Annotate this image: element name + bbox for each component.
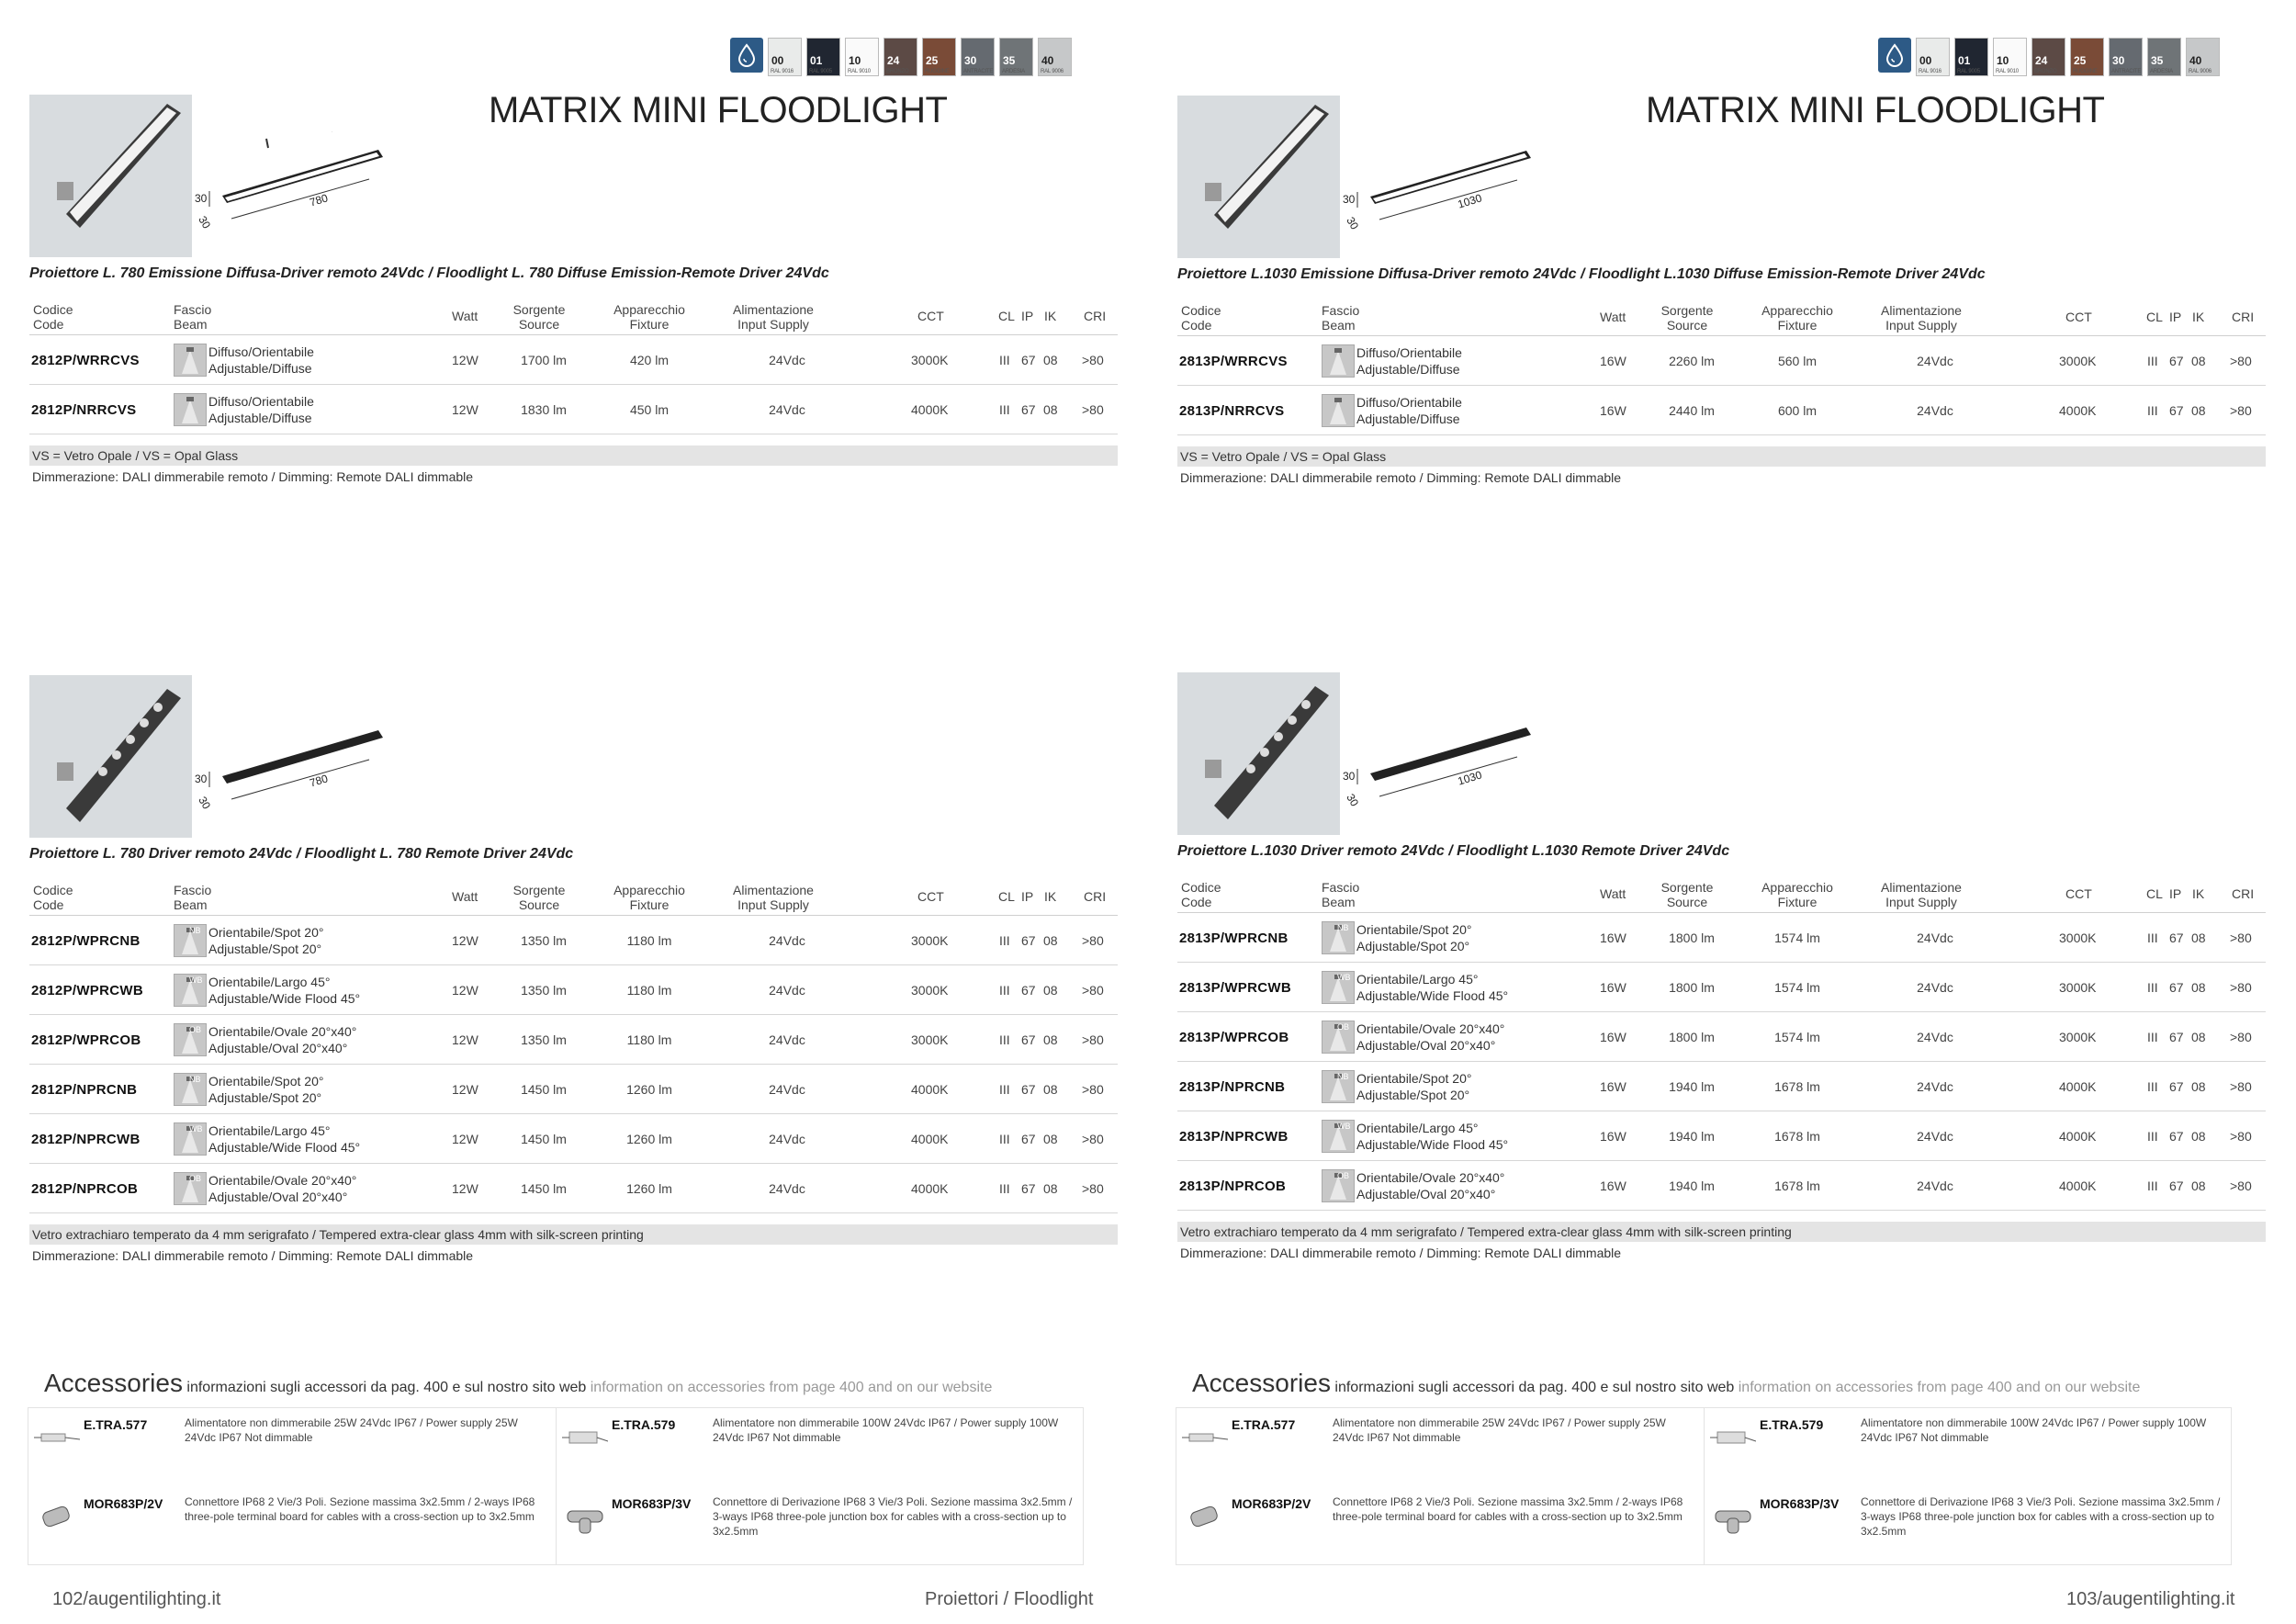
input-supply-cell: 24Vdc	[769, 1082, 805, 1097]
source-lumen-cell: 1450 lm	[521, 1132, 567, 1146]
beam-icon: WB	[174, 1122, 207, 1156]
power-supply-icon	[562, 1419, 608, 1456]
beam-icon	[1322, 394, 1355, 427]
cl-cell: III	[2147, 354, 2158, 368]
section-heading: Proiettore L.1030 Driver remoto 24Vdc / Floodlight L.1030 Remote Driver 24Vdc	[1177, 843, 1730, 859]
ik-cell: 08	[1043, 1132, 1058, 1146]
watt-cell: 16W	[1600, 1179, 1626, 1193]
watt-cell: 12W	[452, 983, 478, 998]
ip-cell: 67	[2169, 930, 2184, 945]
beam-icon: NB	[174, 1073, 207, 1106]
dim-length: 780	[308, 191, 330, 209]
product-photo	[29, 95, 192, 257]
source-lumen-cell: 1350 lm	[521, 983, 567, 998]
input-supply-cell: 24Vdc	[1917, 930, 1953, 945]
watt-cell: 16W	[1600, 930, 1626, 945]
beam-icon: OB	[174, 1023, 207, 1056]
cri-cell: >80	[2230, 1030, 2252, 1044]
ik-cell: 08	[2191, 980, 2206, 995]
ip-cell: 67	[2169, 354, 2184, 368]
ip-cell: 67	[1021, 983, 1036, 998]
table-row	[29, 335, 1118, 385]
cct-cell: 3000K	[2059, 354, 2097, 368]
cl-cell: III	[2147, 1030, 2158, 1044]
input-supply-cell: 24Vdc	[1917, 1129, 1953, 1144]
table-row	[29, 1065, 1118, 1114]
cri-cell: >80	[2230, 930, 2252, 945]
input-supply-cell: 24Vdc	[1917, 980, 1953, 995]
dim-width: 30	[1344, 214, 1362, 232]
accessories-box	[28, 1407, 1084, 1565]
fixture-lumen-cell: 560 lm	[1777, 354, 1818, 368]
color-swatches	[1878, 38, 2220, 76]
cri-cell: >80	[1082, 1181, 1104, 1196]
watt-cell: 16W	[1600, 1129, 1626, 1144]
water-drop-icon	[730, 38, 763, 73]
beam-cell: NB Orientabile/Spot 20° Adjustable/Spot 20°	[174, 916, 323, 965]
junction-box-icon	[1710, 1498, 1756, 1535]
beam-icon: WB	[1322, 971, 1355, 1004]
connector-icon	[34, 1498, 80, 1535]
cct-cell: 4000K	[2059, 1129, 2097, 1144]
watt-cell: 16W	[1600, 980, 1626, 995]
ip-cell: 67	[1021, 402, 1036, 417]
swatch-25: 25 RUGGINE	[922, 38, 956, 76]
source-lumen-cell: 1700 lm	[521, 353, 567, 367]
table-row	[29, 1114, 1118, 1164]
section-heading: Proiettore L.1030 Emissione Diffusa-Driver remoto 24Vdc / Floodlight L.1030 Diffuse Emission-Remote Driver 24Vdc	[1177, 266, 1986, 282]
input-supply-cell: 24Vdc	[1917, 1079, 1953, 1094]
table-row	[1177, 913, 2266, 963]
dim-length: 1030	[1456, 768, 1484, 788]
ik-cell: 08	[1043, 1082, 1058, 1097]
cct-cell: 4000K	[911, 1181, 949, 1196]
cct-cell: 3000K	[2059, 1030, 2097, 1044]
fixture-lumen-cell: 1574 lm	[1774, 980, 1820, 995]
power-supply-icon	[34, 1419, 80, 1456]
cri-cell: >80	[2230, 403, 2252, 418]
table-row	[1177, 1161, 2266, 1211]
watt-cell: 12W	[452, 353, 478, 367]
source-lumen-cell: 1940 lm	[1669, 1179, 1715, 1193]
accessories-box	[1176, 1407, 2232, 1565]
dim-height: 30	[195, 192, 208, 205]
cct-cell: 4000K	[911, 1082, 949, 1097]
fixture-lumen-cell: 1678 lm	[1774, 1129, 1820, 1144]
product-code: 2812P/NPRCOB	[31, 1180, 139, 1197]
dimming-note: Dimmerazione: DALI dimmerabile remoto / Dimming: Remote DALI dimmable	[1180, 470, 1622, 485]
beam-icon: NB	[1322, 1070, 1355, 1103]
cl-cell: III	[2147, 403, 2158, 418]
accessory-item: MOR683P/2V Connettore IP68 2 Vie/3 Poli. Sezione massima 3x2.5mm / 2-ways IP68 three-pole terminal board for cables with a cross-section up to 3x2.5mm	[28, 1487, 556, 1565]
cl-cell: III	[999, 1082, 1010, 1097]
fixture-lumen-cell: 1678 lm	[1774, 1079, 1820, 1094]
product-code: 2813P/WPRCNB	[1179, 930, 1289, 946]
watt-cell: 12W	[452, 1181, 478, 1196]
dim-height: 30	[1343, 193, 1356, 206]
watt-cell: 12W	[452, 1082, 478, 1097]
cl-cell: III	[999, 933, 1010, 948]
fixture-lumen-cell: 1180 lm	[626, 1032, 672, 1047]
beam-cell: OB Orientabile/Ovale 20°x40° Adjustable/Oval 20°x40°	[174, 1015, 356, 1065]
beam-cell: NB Orientabile/Spot 20° Adjustable/Spot 20°	[1322, 913, 1471, 963]
product-photo	[1177, 672, 1340, 835]
watt-cell: 12W	[452, 1132, 478, 1146]
beam-cell: OB Orientabile/Ovale 20°x40° Adjustable/Oval 20°x40°	[1322, 1012, 1504, 1062]
cl-cell: III	[2147, 980, 2158, 995]
beam-cell: Diffuso/Orientabile Adjustable/Diffuse	[174, 385, 314, 434]
input-supply-cell: 24Vdc	[769, 983, 805, 998]
source-lumen-cell: 1350 lm	[521, 1032, 567, 1047]
ik-cell: 08	[1043, 983, 1058, 998]
cri-cell: >80	[1082, 353, 1104, 367]
source-lumen-cell: 1800 lm	[1669, 980, 1715, 995]
swatch-25: 25 RUGGINE	[2070, 38, 2104, 76]
glass-note: VS = Vetro Opale / VS = Opal Glass	[1177, 446, 2266, 467]
swatch-40: 40 RAL 9006	[1038, 38, 1072, 76]
product-code: 2813P/WRRCVS	[1179, 353, 1288, 369]
ik-cell: 08	[2191, 403, 2206, 418]
table-row	[29, 965, 1118, 1015]
beam-cell: NB Orientabile/Spot 20° Adjustable/Spot 20°	[174, 1065, 323, 1114]
color-swatches	[730, 38, 1072, 76]
watt-cell: 12W	[452, 402, 478, 417]
cl-cell: III	[2147, 1079, 2158, 1094]
product-photo	[29, 675, 192, 838]
beam-icon: OB	[1322, 1169, 1355, 1202]
table-header: Codice Code Fascio Beam Watt Sorgente Source Apparecchio Fixture Alimentazione Input Supply CCT CL IP IK CRI	[1177, 296, 2266, 336]
cri-cell: >80	[2230, 1129, 2252, 1144]
swatch-24: 24 BRONZO	[2032, 38, 2065, 76]
water-drop-icon	[1878, 38, 1911, 73]
product-code: 2812P/WPRCWB	[31, 982, 143, 998]
ip-cell: 67	[2169, 980, 2184, 995]
cl-cell: III	[999, 402, 1010, 417]
dimming-note: Dimmerazione: DALI dimmerabile remoto / Dimming: Remote DALI dimmable	[32, 469, 474, 484]
ik-cell: 08	[2191, 1079, 2206, 1094]
swatch-01: 01 RAL 9005	[1954, 38, 1988, 76]
section-footer: Proiettori / Floodlight	[925, 1589, 1094, 1609]
fixture-lumen-cell: 420 lm	[629, 353, 670, 367]
cct-cell: 4000K	[2059, 403, 2097, 418]
watt-cell: 16W	[1600, 1079, 1626, 1094]
product-photo	[1177, 96, 1340, 258]
input-supply-cell: 24Vdc	[1917, 403, 1953, 418]
fixture-lumen-cell: 1260 lm	[626, 1082, 672, 1097]
accessory-item: E.TRA.579 Alimentatore non dimmerabile 100W 24Vdc IP67 / Power supply 100W 24Vdc IP67 Not dimmable	[1705, 1408, 2232, 1486]
cct-cell: 3000K	[911, 983, 949, 998]
swatch-30: 30 ANTRACITE	[961, 38, 995, 76]
beam-icon: NB	[174, 924, 207, 957]
table-row	[29, 916, 1118, 965]
cl-cell: III	[999, 1032, 1010, 1047]
swatch-24: 24 BRONZO	[884, 38, 917, 76]
input-supply-cell: 24Vdc	[1917, 1179, 1953, 1193]
product-block-diffuse	[1177, 96, 2266, 491]
fixture-lumen-cell: 450 lm	[629, 402, 670, 417]
beam-icon: WB	[174, 974, 207, 1007]
page-number: 102/augentilighting.it	[52, 1589, 221, 1609]
ik-cell: 08	[1043, 402, 1058, 417]
accessories-title: Accessories informazioni sugli accessori da pag. 400 e sul nostro sito web information on accessories from page 400 and on our website	[44, 1369, 993, 1397]
swatch-10: 10 RAL 9010	[845, 38, 879, 76]
ik-cell: 08	[1043, 933, 1058, 948]
watt-cell: 16W	[1600, 354, 1626, 368]
input-supply-cell: 24Vdc	[769, 1032, 805, 1047]
swatch-00: 00 RAL 9016	[768, 38, 802, 76]
accessory-item: E.TRA.577 Alimentatore non dimmerabile 25W 24Vdc IP67 / Power supply 25W 24Vdc IP67 Not dimmable	[1176, 1408, 1704, 1486]
ip-cell: 67	[2169, 1129, 2184, 1144]
watt-cell: 16W	[1600, 1030, 1626, 1044]
dim-length: 1030	[1456, 191, 1484, 211]
glass-note: Vetro extrachiaro temperato da 4 mm serigrafato / Tempered extra-clear glass 4mm with silk-screen printing	[1177, 1222, 2266, 1242]
input-supply-cell: 24Vdc	[769, 1132, 805, 1146]
glass-note: VS = Vetro Opale / VS = Opal Glass	[29, 445, 1118, 466]
power-supply-icon	[1710, 1419, 1756, 1456]
beam-cell: OB Orientabile/Ovale 20°x40° Adjustable/Oval 20°x40°	[1322, 1161, 1504, 1211]
dim-height: 30	[195, 773, 208, 785]
swatch-40: 40 RAL 9006	[2186, 38, 2220, 76]
ip-cell: 67	[1021, 1181, 1036, 1196]
source-lumen-cell: 2440 lm	[1669, 403, 1715, 418]
product-block-optics	[1177, 672, 2266, 1279]
accessory-item: MOR683P/3V Connettore di Derivazione IP68 3 Vie/3 Poli. Sezione massima 3x2.5mm / 3-ways IP68 three-pole junction box for cables with a cross-section up to 3x2.5mm	[1705, 1487, 2232, 1565]
table-row	[1177, 963, 2266, 1012]
dimming-note: Dimmerazione: DALI dimmerabile remoto / Dimming: Remote DALI dimmable	[32, 1248, 474, 1263]
beam-cell: WB Orientabile/Largo 45° Adjustable/Wide Flood 45°	[1322, 1111, 1508, 1161]
dimension-drawing	[1343, 709, 1545, 829]
dim-width: 30	[196, 213, 214, 231]
product-block-diffuse	[29, 95, 1118, 490]
cri-cell: >80	[1082, 402, 1104, 417]
product-code: 2812P/NRRCVS	[31, 401, 137, 418]
input-supply-cell: 24Vdc	[1917, 1030, 1953, 1044]
source-lumen-cell: 1830 lm	[521, 402, 567, 417]
product-code: 2812P/WPRCNB	[31, 932, 141, 949]
beam-icon: OB	[1322, 1021, 1355, 1054]
beam-icon: OB	[174, 1172, 207, 1205]
beam-icon	[174, 393, 207, 426]
input-supply-cell: 24Vdc	[1917, 354, 1953, 368]
source-lumen-cell: 1800 lm	[1669, 1030, 1715, 1044]
input-supply-cell: 24Vdc	[769, 402, 805, 417]
cri-cell: >80	[2230, 1079, 2252, 1094]
product-code: 2813P/NPRCOB	[1179, 1178, 1287, 1194]
ik-cell: 08	[2191, 1030, 2206, 1044]
cct-cell: 4000K	[2059, 1179, 2097, 1193]
source-lumen-cell: 1450 lm	[521, 1181, 567, 1196]
cct-cell: 3000K	[2059, 980, 2097, 995]
cl-cell: III	[999, 1132, 1010, 1146]
power-supply-icon	[1182, 1419, 1228, 1456]
cri-cell: >80	[1082, 933, 1104, 948]
cl-cell: III	[999, 353, 1010, 367]
ip-cell: 67	[1021, 1132, 1036, 1146]
fixture-lumen-cell: 1180 lm	[626, 983, 672, 998]
input-supply-cell: 24Vdc	[769, 1181, 805, 1196]
fixture-lumen-cell: 1260 lm	[626, 1132, 672, 1146]
dimension-drawing	[195, 712, 397, 831]
ik-cell: 08	[2191, 930, 2206, 945]
cct-cell: 3000K	[911, 933, 949, 948]
table-header: Codice Code Fascio Beam Watt Sorgente Source Apparecchio Fixture Alimentazione Input Supply CCT CL IP IK CRI	[29, 295, 1118, 335]
swatch-35: 35 ARDESIA	[2147, 38, 2181, 76]
table-row	[1177, 1012, 2266, 1062]
cl-cell: III	[999, 1181, 1010, 1196]
product-code: 2812P/NPRCWB	[31, 1131, 141, 1147]
ip-cell: 67	[1021, 1082, 1036, 1097]
page-title: MATRIX MINI FLOODLIGHT	[1646, 90, 2105, 130]
fixture-lumen-cell: 1574 lm	[1774, 1030, 1820, 1044]
cri-cell: >80	[2230, 1179, 2252, 1193]
accessory-item: MOR683P/2V Connettore IP68 2 Vie/3 Poli. Sezione massima 3x2.5mm / 2-ways IP68 three-pole terminal board for cables with a cross-section up to 3x2.5mm	[1176, 1487, 1704, 1565]
product-code: 2813P/NPRCWB	[1179, 1128, 1289, 1145]
swatch-10: 10 RAL 9010	[1993, 38, 2027, 76]
table-row	[1177, 1111, 2266, 1161]
table-header: Codice Code Fascio Beam Watt Sorgente Source Apparecchio Fixture Alimentazione Input Supply CCT CL IP IK CRI	[1177, 873, 2266, 913]
dim-width: 30	[1344, 791, 1362, 809]
product-code: 2812P/NPRCNB	[31, 1081, 138, 1098]
beam-cell: Diffuso/Orientabile Adjustable/Diffuse	[1322, 336, 1462, 386]
input-supply-cell: 24Vdc	[769, 933, 805, 948]
accessory-item: E.TRA.577 Alimentatore non dimmerabile 25W 24Vdc IP67 / Power supply 25W 24Vdc IP67 Not dimmable	[28, 1408, 556, 1486]
accessory-item: MOR683P/3V Connettore di Derivazione IP68 3 Vie/3 Poli. Sezione massima 3x2.5mm / 3-ways IP68 three-pole junction box for cables with a cross-section up to 3x2.5mm	[557, 1487, 1084, 1565]
table-row	[29, 1015, 1118, 1065]
section-heading: Proiettore L. 780 Emissione Diffusa-Driver remoto 24Vdc / Floodlight L. 780 Diffuse Emission-Remote Driver 24Vdc	[29, 265, 829, 281]
accessory-item: E.TRA.579 Alimentatore non dimmerabile 100W 24Vdc IP67 / Power supply 100W 24Vdc IP67 Not dimmable	[557, 1408, 1084, 1486]
beam-cell: OB Orientabile/Ovale 20°x40° Adjustable/Oval 20°x40°	[174, 1164, 356, 1213]
product-block-optics	[29, 675, 1118, 1281]
cl-cell: III	[2147, 1129, 2158, 1144]
cct-cell: 3000K	[911, 1032, 949, 1047]
beam-icon: WB	[1322, 1120, 1355, 1153]
product-code: 2813P/NPRCNB	[1179, 1078, 1286, 1095]
ip-cell: 67	[1021, 933, 1036, 948]
cct-cell: 3000K	[2059, 930, 2097, 945]
cri-cell: >80	[2230, 354, 2252, 368]
watt-cell: 12W	[452, 1032, 478, 1047]
product-code: 2813P/NRRCVS	[1179, 402, 1285, 419]
swatch-35: 35 ARDESIA	[999, 38, 1033, 76]
connector-icon	[1182, 1498, 1228, 1535]
ip-cell: 67	[2169, 403, 2184, 418]
product-code: 2812P/WRRCVS	[31, 352, 140, 368]
cri-cell: >80	[1082, 1082, 1104, 1097]
source-lumen-cell: 2260 lm	[1669, 354, 1715, 368]
table-row	[29, 385, 1118, 434]
watt-cell: 16W	[1600, 403, 1626, 418]
cri-cell: >80	[1082, 1132, 1104, 1146]
table-row	[29, 1164, 1118, 1213]
fixture-lumen-cell: 600 lm	[1777, 403, 1818, 418]
dimension-drawing	[1343, 132, 1545, 252]
dim-length: 780	[308, 772, 330, 790]
swatch-01: 01 RAL 9005	[806, 38, 840, 76]
cri-cell: >80	[1082, 983, 1104, 998]
fixture-lumen-cell: 1260 lm	[626, 1181, 672, 1196]
cct-cell: 4000K	[911, 402, 949, 417]
product-code: 2813P/WPRCWB	[1179, 979, 1291, 996]
dimming-note: Dimmerazione: DALI dimmerabile remoto / Dimming: Remote DALI dimmable	[1180, 1246, 1622, 1260]
source-lumen-cell: 1940 lm	[1669, 1129, 1715, 1144]
cl-cell: III	[999, 983, 1010, 998]
cct-cell: 4000K	[911, 1132, 949, 1146]
fixture-lumen-cell: 1678 lm	[1774, 1179, 1820, 1193]
page-title: MATRIX MINI FLOODLIGHT	[489, 90, 948, 130]
ip-cell: 67	[2169, 1079, 2184, 1094]
junction-box-icon	[562, 1498, 608, 1535]
right-page	[1148, 0, 2296, 1624]
source-lumen-cell: 1350 lm	[521, 933, 567, 948]
cri-cell: >80	[2230, 980, 2252, 995]
table-row	[1177, 336, 2266, 386]
dim-height: 30	[1343, 770, 1356, 783]
beam-cell: WB Orientabile/Largo 45° Adjustable/Wide Flood 45°	[1322, 963, 1508, 1012]
dimension-drawing	[195, 131, 397, 251]
watt-cell: 12W	[452, 933, 478, 948]
beam-cell: NB Orientabile/Spot 20° Adjustable/Spot 20°	[1322, 1062, 1471, 1111]
beam-cell: Diffuso/Orientabile Adjustable/Diffuse	[1322, 386, 1462, 435]
input-supply-cell: 24Vdc	[769, 353, 805, 367]
ip-cell: 67	[2169, 1030, 2184, 1044]
fixture-lumen-cell: 1574 lm	[1774, 930, 1820, 945]
cct-cell: 4000K	[2059, 1079, 2097, 1094]
table-row	[1177, 386, 2266, 435]
glass-note: Vetro extrachiaro temperato da 4 mm serigrafato / Tempered extra-clear glass 4mm with silk-screen printing	[29, 1224, 1118, 1245]
ik-cell: 08	[1043, 1181, 1058, 1196]
product-code: 2813P/WPRCOB	[1179, 1029, 1289, 1045]
page-number: 103/augentilighting.it	[2066, 1589, 2235, 1609]
table-row	[1177, 1062, 2266, 1111]
section-heading: Proiettore L. 780 Driver remoto 24Vdc / Floodlight L. 780 Remote Driver 24Vdc	[29, 846, 574, 862]
beam-cell: Diffuso/Orientabile Adjustable/Diffuse	[174, 335, 314, 385]
table-header: Codice Code Fascio Beam Watt Sorgente Source Apparecchio Fixture Alimentazione Input Supply CCT CL IP IK CRI	[29, 875, 1118, 916]
source-lumen-cell: 1800 lm	[1669, 930, 1715, 945]
product-code: 2812P/WPRCOB	[31, 1032, 141, 1048]
source-lumen-cell: 1940 lm	[1669, 1079, 1715, 1094]
ik-cell: 08	[1043, 353, 1058, 367]
beam-cell: WB Orientabile/Largo 45° Adjustable/Wide Flood 45°	[174, 1114, 360, 1164]
cri-cell: >80	[1082, 1032, 1104, 1047]
source-lumen-cell: 1450 lm	[521, 1082, 567, 1097]
beam-icon	[1322, 344, 1355, 378]
ik-cell: 08	[2191, 1179, 2206, 1193]
ip-cell: 67	[1021, 353, 1036, 367]
dim-width: 30	[196, 794, 214, 812]
cl-cell: III	[2147, 1179, 2158, 1193]
swatch-30: 30 ANTRACITE	[2109, 38, 2143, 76]
ip-cell: 67	[2169, 1179, 2184, 1193]
cct-cell: 3000K	[911, 353, 949, 367]
beam-icon	[174, 344, 207, 377]
beam-icon: NB	[1322, 921, 1355, 954]
ik-cell: 08	[2191, 1129, 2206, 1144]
accessories-title: Accessories informazioni sugli accessori da pag. 400 e sul nostro sito web information on accessories from page 400 and on our website	[1192, 1369, 2141, 1397]
fixture-lumen-cell: 1180 lm	[626, 933, 672, 948]
ip-cell: 67	[1021, 1032, 1036, 1047]
ik-cell: 08	[1043, 1032, 1058, 1047]
swatch-00: 00 RAL 9016	[1916, 38, 1950, 76]
beam-cell: WB Orientabile/Largo 45° Adjustable/Wide Flood 45°	[174, 965, 360, 1015]
cl-cell: III	[2147, 930, 2158, 945]
ik-cell: 08	[2191, 354, 2206, 368]
